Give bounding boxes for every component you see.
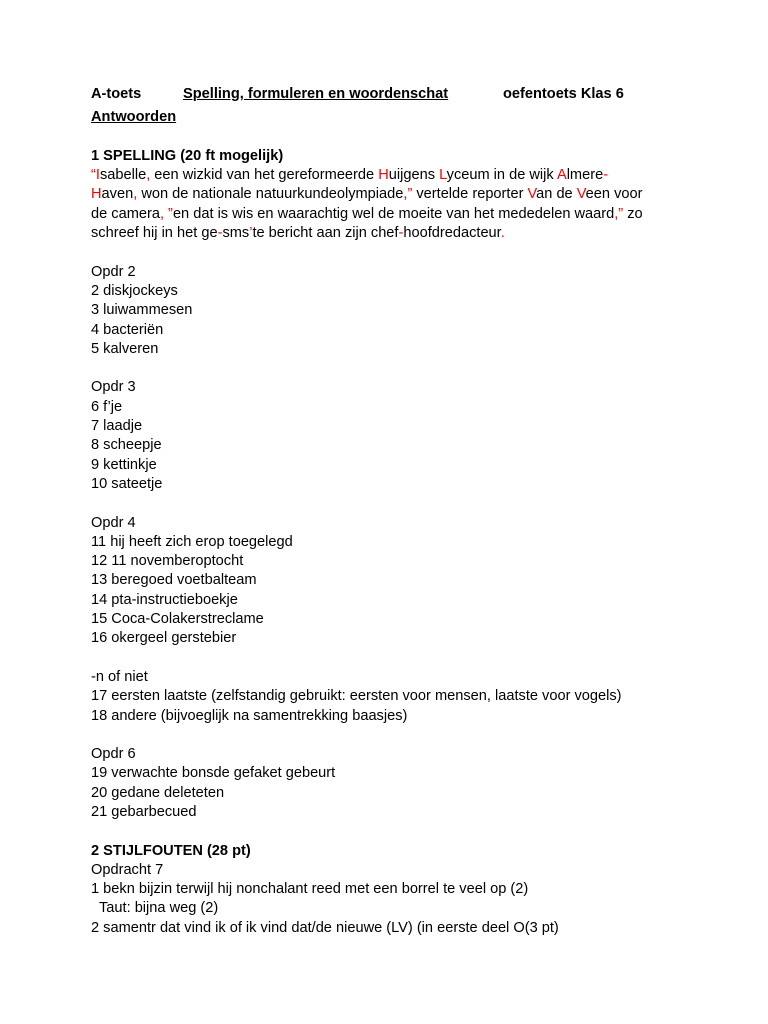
corrected-char: V [576,186,586,203]
corrected-char: V [527,186,537,203]
section2-heading: 2 STIJLFOUTEN (28 pt) [91,842,251,859]
corrected-char: . [500,225,505,242]
paragraph-text: sabelle [99,167,147,184]
corrected-char: L [439,167,447,184]
answer-line: Taut: bijna weg (2) [99,900,219,917]
paragraph-text: te bericht aan zijn chef [252,225,399,242]
corrected-char: ’ [249,225,253,242]
corrected-char: , [146,167,151,184]
answer-line: 4 bacteriën [91,321,164,338]
answer-line: 12 11 novemberoptocht [91,553,244,570]
answers-title: Antwoorden [91,109,177,126]
document-page [91,85,691,938]
paragraph-text: zo schreef hij in het ge [91,205,643,242]
corrected-char: H [378,167,389,184]
answer-line: 13 beregoed voetbalteam [91,572,257,589]
answer-line: 5 kalveren [91,340,159,357]
paragraph-text: lmere [566,167,604,184]
corrected-char: H [91,186,102,203]
corrected-char: I [95,167,100,184]
answer-line: 2 diskjockeys [91,282,178,299]
block-title: Opdr 3 [91,379,136,396]
answer-line: 2 samentr dat vind ik of ik vind dat/de nieuwe (LV) (in eerste deel O(3 pt) [91,919,559,936]
header-subject: Spelling, formuleren en woordenschat [183,86,449,102]
answer-line: 15 Coca-Colakerstreclame [91,611,264,628]
section1-heading: 1 SPELLING (20 ft mogelijk) [91,147,284,164]
corrected-char: - [603,167,609,184]
paragraph-text: een voor de camera [91,186,643,222]
answer-line: 11 hij heeft zich erop toegelegd [91,533,293,550]
block-title: Opdr 6 [91,746,136,763]
spelling-paragraph [91,166,651,243]
answer-line: 9 kettinkje [91,456,157,473]
answer-line: 1 bekn bijzin terwijl hij nonchalant reed met een borrel te veel op (2) [91,881,529,898]
paragraph-text: vertelde reporter [412,186,528,203]
corrected-char: , [133,186,138,203]
paragraph-text: en dat is wis en waarachtig wel de moeite van het mededelen waard [172,205,615,222]
block-title: Opdr 4 [91,514,136,531]
header-atoets: A-toets [91,86,142,102]
header-klas: oefentoets Klas 6 [503,86,624,102]
corrected-char: “ [91,167,96,184]
corrected-char: , ” [159,205,173,222]
paragraph-text: sms [222,225,250,242]
corrected-char: ,” [403,186,413,203]
answer-line: 10 sateetje [91,475,163,492]
corrected-char: A [556,167,567,184]
corrected-char: - [217,225,223,242]
answer-blocks [91,243,691,822]
answer-line: 21 gebarbecued [91,803,197,820]
paragraph-text: yceum in de wijk [446,167,557,184]
paragraph-text: uijgens [388,167,440,184]
answer-line: 19 verwachte bonsde gefaket gebeurt [91,765,336,782]
paragraph-text: hoofdredacteur [403,225,501,242]
block-title: Opdr 2 [91,263,136,280]
answer-line: 14 pta-instructieboekje [91,591,238,608]
answer-line: 7 laadje [91,418,143,435]
corrected-char: ,” [614,205,624,222]
answer-line: 3 luiwammesen [91,302,193,319]
answer-line: 20 gedane deleteten [91,784,225,801]
paragraph-text: aven [101,186,134,203]
opdracht7-title: Opdracht 7 [91,861,164,878]
answer-line: 6 f’je [91,398,123,415]
paragraph-text: an de [536,186,577,203]
paragraph-text: won de nationale natuurkundeolympiade [137,186,404,203]
block-title: -n of niet [91,668,148,685]
paragraph-text: een wizkid van het gereformeerde [150,167,379,184]
answer-line: 17 eersten laatste (zelfstandig gebruikt: eersten voor mensen, laatste voor vogels) [91,688,622,705]
answer-line: 8 scheepje [91,437,162,454]
corrected-char: - [398,225,404,242]
answer-line: 16 okergeel gerstebier [91,630,237,647]
answer-line: 18 andere (bijvoeglijk na samentrekking baasjes) [91,707,408,724]
document-header [91,85,691,104]
